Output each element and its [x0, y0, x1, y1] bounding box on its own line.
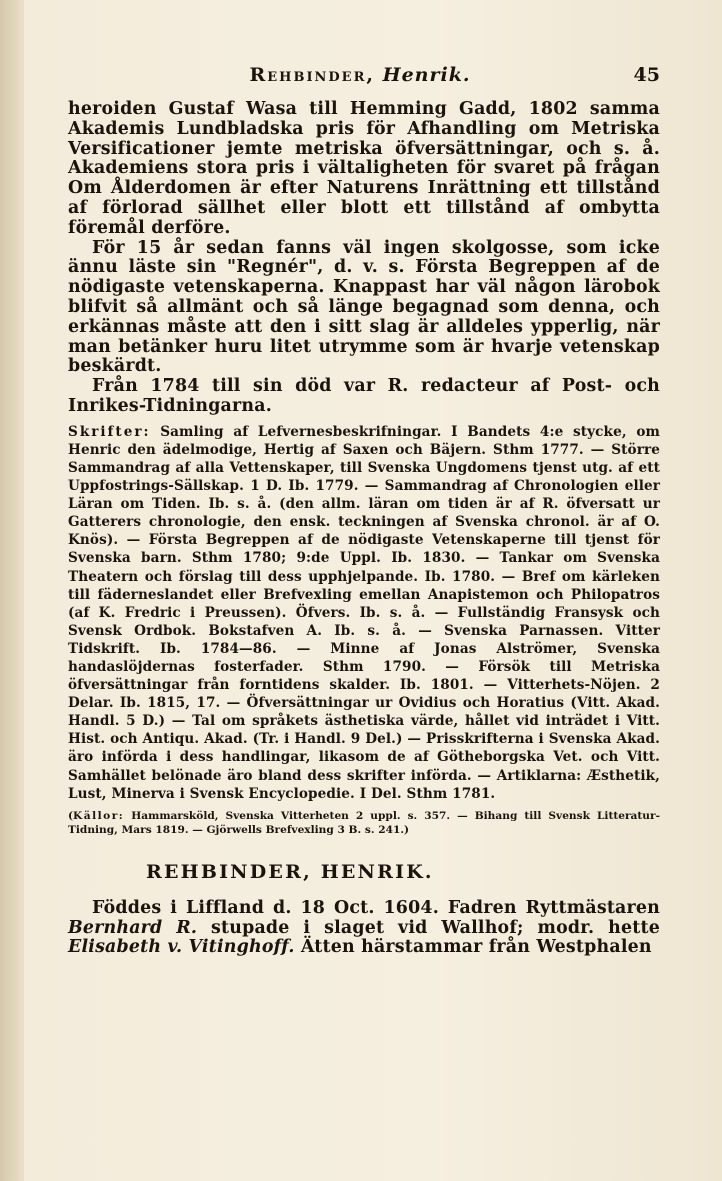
- birth-text-1: Föddes i Liffland d. 18 Oct. 1604. Fadren Ryttmästaren: [92, 897, 660, 918]
- page-gutter-shadow: [0, 0, 24, 1181]
- birth-text-3: Ätten härstammar från Westphalen: [294, 937, 652, 958]
- mother-name: Elisabeth v. Vitinghoff.: [68, 937, 295, 958]
- paragraph-birth: [68, 899, 660, 958]
- writings-label: Skrifter:: [68, 423, 151, 440]
- writings-list: [68, 423, 660, 803]
- paragraph-school-textbook: [68, 239, 660, 378]
- sources-label: Källor:: [73, 809, 125, 822]
- paragraph-prize-works: [68, 100, 660, 239]
- birth-text-2: stupade i slaget vid Wallhof; modr. hette: [197, 917, 660, 938]
- paragraph-prize-works-text: heroiden Gustaf Wasa till Hemming Gadd, 1802 samma Akademis Lundbladska pris för Afhandling om Metriska Versificationer jemte metriska öfversättningar, och s. å. Akademiens stora pris i vältaligheten för svaret på frågan Om Ålderdomen är efter Naturens Inrättning ett tillstånd af förlorad sällhet eller blott ett tillstånd af ombytta föremål derföre.: [68, 99, 660, 238]
- running-head-surname: Rehbinder,: [249, 64, 376, 86]
- page-header: [60, 64, 660, 92]
- sources-text: Hammarsköld, Svenska Vitterheten 2 uppl. s. 357. — Bihang till Svensk Litteratur-Tidning, Mars 1819. — Gjörwells Brefvexling 3 B. s. 241.): [68, 809, 660, 836]
- entry-heading: REHBINDER, HENRIK.: [146, 860, 434, 883]
- page-number: 45: [633, 64, 660, 86]
- paragraph-editor-text: Från 1784 till sin död var R. redacteur af Post- och Inrikes-Tidningarna.: [68, 376, 660, 416]
- paragraph-school-textbook-text: För 15 år sedan fanns väl ingen skolgosse, som icke ännu läste sin "Regnér", d. v. s. Första Begreppen af de nödigaste vetenskaperna. Knappast har väl någon lärobok blifvit så allmänt och så länge begagnad som denna, och erkännas måste att den i sitt slag är alldeles ypperlig, när man betänker huru litet utrymme som är hvarje vetenskap beskärdt.: [68, 237, 660, 377]
- father-name: Bernhard R.: [68, 917, 198, 938]
- running-head: [60, 64, 660, 86]
- paragraph-editor: [68, 377, 660, 417]
- sources-note: (Källor: Hammarsköld, Svenska Vitterheten 2 uppl. s. 357. — Bihang till Svensk Litteratur-Tidning, Mars 1819. — Gjörwells Brefvexling 3 B. s. 241.): [68, 809, 660, 836]
- page-body: [68, 100, 660, 958]
- writings-text: Samling af Lefvernesbeskrifningar. I Bandets 4:e stycke, om Henric den ädelmodige, Hertig af Saxen och Bäjern. Sthm 1777. — Större Sammandrag af alla Vettenskaper, till Svenska Ungdomens tjenst utg. af ett Uppfostrings-Sällskap. 1 D. Ib. 1779. — Sammandrag af Chronologien eller Läran om Tiden. Ib. s. å. (den allm. läran om tiden är af R. öfversatt ur Gatterers chronologie, den ensk. teckningen af Svenska chronol. är af O. Knös). — Första Begreppen af de nödigaste Vetenskaperne till tjenst för Svenska barn. Sthm 1780; 9:de Uppl. Ib. 1830. — Tankar om Svenska Theatern och förslag till dess upphjelpande. Ib. 1780. — Bref om kärleken till fäderneslandet eller Brefvexling emellan Anapistemon och Philopatros (af K. Fredric i Preussen). Öfvers. Ib. s. å. — Fullständig Fransysk och Svensk Ordbok. Bokstafven A. Ib. s. å. — Svenska Parnassen. Vitter Tidskrift. Ib. 1784—86. — Minne af Jonas Alströmer, Svenska handaslöjdernas fosterfader. Sthm 1790. — Försök till Metriska öfversättningar från forntidens skalder. Ib. 1801. — Vitterhets-Nöjen. 2 Delar. Ib. 1815, 17. — Öfversättningar ur Ovidius och Horatius (Vitt. Akad. Handl. 5 D.) — Tal om språkets ästhetiska värde, hållet vid inträdet i Vitt. Hist. och Antiqu. Akad. (Tr. i Handl. 9 Del.) — Prisskrifterna i Svenska Akad. äro införda i dess handlingar, likasom de af Götheborgska Vet. och Vitt. Samhället belönade äro bland dess skrifter införda. — Artiklarna: Æsthetik, Lust, Minerva i Svensk Encyclopedie. I Del. Sthm 1781.: [68, 423, 660, 802]
- running-head-forename: Henrik.: [382, 64, 471, 86]
